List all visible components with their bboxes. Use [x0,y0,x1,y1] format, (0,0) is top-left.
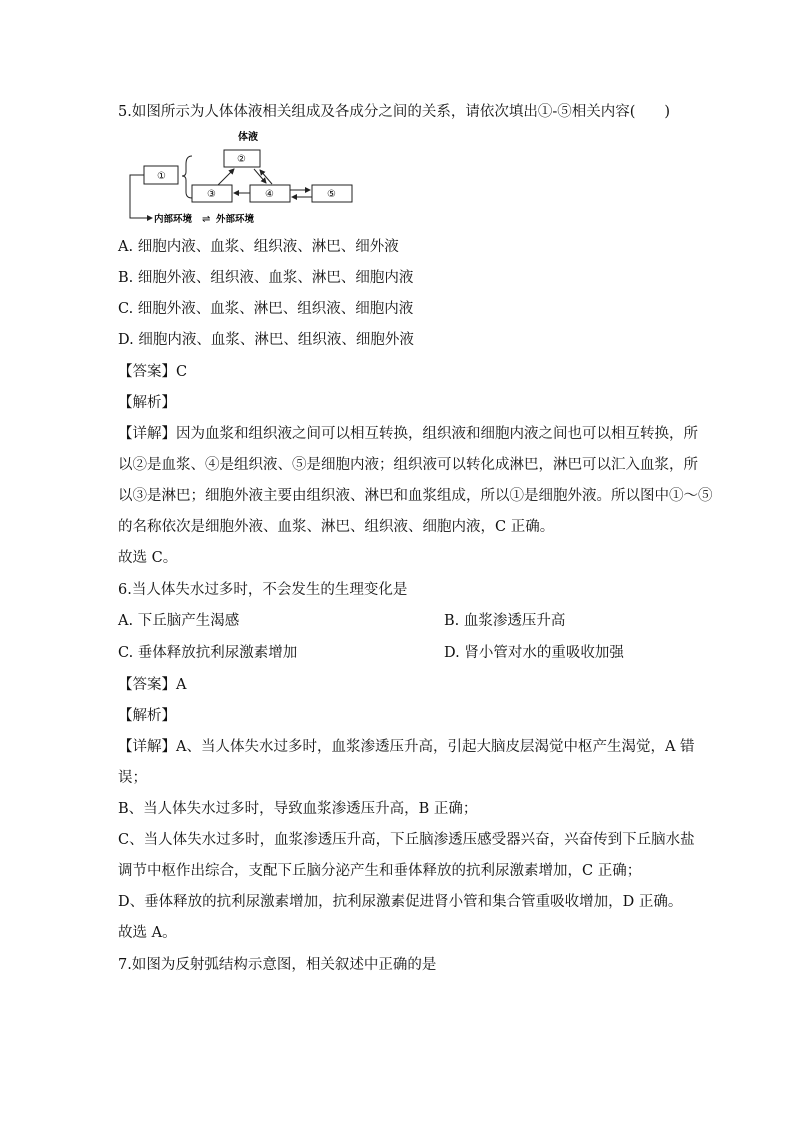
q6-option-a: A. 下丘脑产生渴感 [118,613,240,629]
outer-environment-label: 外部环境 [216,214,255,225]
q6-detail-line-3: B、当人体失水过多时，导致血浆渗透压升高，B 正确； [118,801,478,817]
q6-analysis-label: 【解析】 [118,708,176,724]
box-5-label: ⑤ [327,189,336,200]
q5-detail-line-3: 以③是淋巴；细胞外液主要由组织液、淋巴和血浆组成，所以①是细胞外液。所以图中①～⑤ [118,488,713,504]
exchange-arrow-icon: ⇌ [202,214,211,225]
body-fluid-diagram [126,130,366,228]
q5-answer: 【答案】C [118,364,188,380]
diagram-title: 体液 [238,132,258,143]
box-4-label: ④ [265,189,274,200]
q5-conclusion: 故选 C。 [118,550,178,566]
q5-stem: 5.如图所示为人体体液相关组成及各成分之间的关系，请依次填出①-⑤相关内容( ) [118,104,671,120]
brace [182,156,192,198]
q6-option-c: C. 垂体释放抗利尿激素增加 [118,645,298,661]
q6-option-b: B. 血浆渗透压升高 [444,613,566,629]
q6-detail-line-5: 调节中枢作出综合，支配下丘脑分泌产生和垂体释放的抗利尿激素增加，C 正确； [118,863,642,879]
q6-stem: 6.当人体失水过多时，不会发生的生理变化是 [118,582,408,598]
q5-option-a: A. 细胞内液、血浆、组织液、淋巴、细外液 [118,239,399,255]
inner-environment-label: 内部环境 [154,214,193,225]
q5-detail-line-4: 的名称依次是细胞外液、血浆、淋巴、组织液、细胞内液，C 正确。 [118,519,555,535]
q6-detail-line-1: 【详解】A、当人体失水过多时，血浆渗透压升高，引起大脑皮层渴觉中枢产生渴觉，A 错 [118,739,695,755]
q5-detail-line-2: 以②是血浆、④是组织液、⑤是细胞内液；组织液可以转化成淋巴，淋巴可以汇入血浆，所 [118,457,698,473]
q6-answer: 【答案】A [118,677,187,693]
q5-detail-line-1: 【详解】因为血浆和组织液之间可以相互转换，组织液和细胞内液之间也可以相互转换，所 [118,426,698,442]
box-2-label: ② [237,154,246,165]
box-3-label: ③ [207,189,216,200]
arrow-2-to-4 [254,169,266,183]
q6-detail-line-6: D、垂体释放的抗利尿激素增加，抗利尿激素促进肾小管和集合管重吸收增加，D 正确。 [118,894,683,910]
q6-conclusion: 故选 A。 [118,925,177,941]
q5-option-d: D. 细胞内液、血浆、淋巴、组织液、细胞外液 [118,332,414,348]
q6-detail-line-2: 误； [118,770,147,786]
arrow-4-to-2 [260,170,272,184]
q6-option-d: D. 肾小管对水的重吸收加强 [444,645,624,661]
q5-option-b: B. 细胞外液、组织液、血浆、淋巴、细胞内液 [118,270,414,286]
q5-option-c: C. 细胞外液、血浆、淋巴、组织液、细胞内液 [118,301,414,317]
q5-analysis-label: 【解析】 [118,395,176,411]
q7-stem: 7.如图为反射弧结构示意图，相关叙述中正确的是 [118,957,437,973]
q6-detail-line-4: C、当人体失水过多时，血浆渗透压升高，下丘脑渗透压感受器兴奋，兴奋传到下丘脑水盐 [118,832,695,848]
box-1-label: ① [157,171,166,182]
arrow-3-to-2 [218,169,234,185]
